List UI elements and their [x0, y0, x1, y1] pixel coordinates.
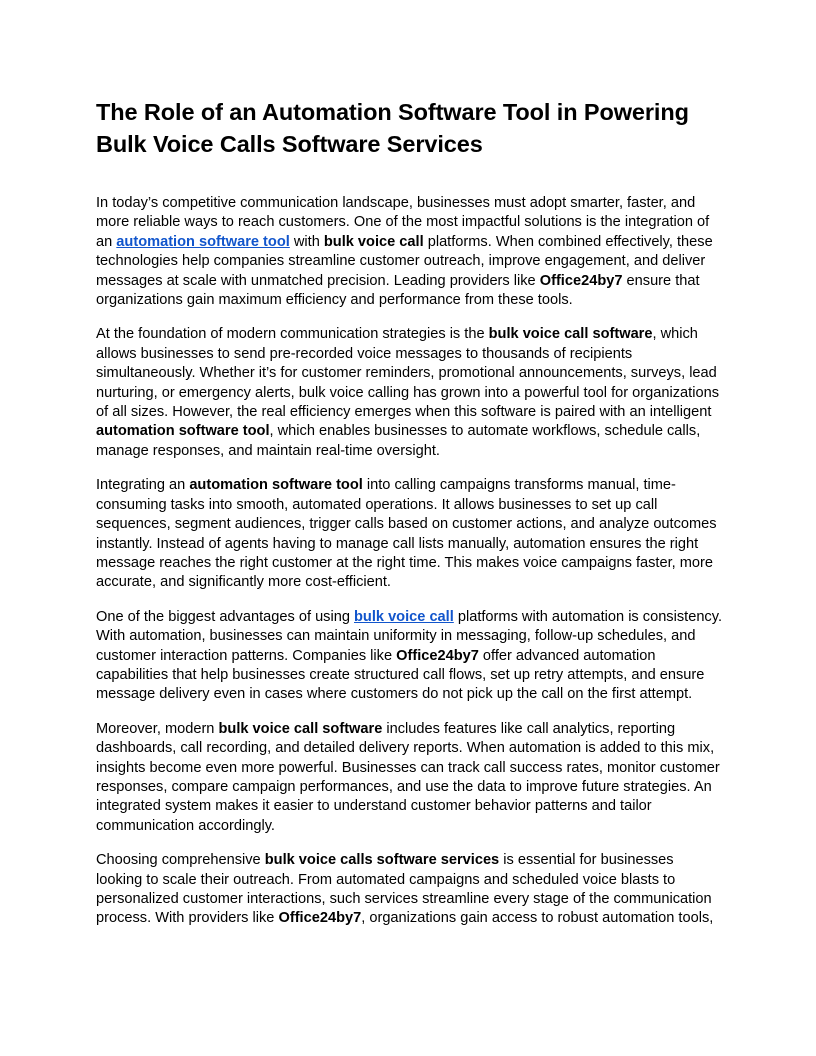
text-span: , organizations gain access to robust automation tools,: [361, 910, 714, 927]
bold-text: bulk voice call software: [218, 720, 383, 737]
paragraph-consistency: [96, 608, 722, 705]
text-span: with: [289, 233, 324, 250]
bold-text: bulk voice calls software services: [264, 852, 500, 869]
document-page: [96, 96, 722, 944]
page-title: The Role of an Automation Software Tool in Powering Bulk Voice Calls Software Services: [96, 99, 689, 157]
text-span: into calling campaigns transforms manual, time-consuming tasks into smooth, automated operations. It allows businesses to set up call sequences, segment audiences, trigger calls based on customer actions, and analyze outcomes instantly. Instead of agents having to manage call lists manually, automation ensures the right message reaches the right customer at the right time. This makes voice campaigns faster, more accurate, and significantly more cost-efficient.: [96, 477, 717, 591]
bold-text: Office24by7: [396, 647, 479, 664]
text-span: Choosing comprehensive: [96, 852, 265, 869]
text-span: One of the biggest advantages of using: [96, 608, 355, 625]
bulk-voice-call-link[interactable]: bulk voice call: [354, 608, 454, 625]
text-span: In today’s competitive communication landscape, businesses must adopt smarter, faster, and more reliable ways to reach customers. One of the most impactful solutions is the integration of an: [96, 195, 710, 250]
bold-text: automation software tool: [189, 477, 363, 494]
bold-text: bulk voice call software: [488, 326, 653, 343]
paragraph-services: [96, 851, 722, 929]
bold-text: bulk voice call: [323, 233, 424, 250]
text-span: platforms with automation is consistency. With automation, businesses can maintain uniformity in messaging, follow-up schedules, and customer interaction patterns. Companies like: [96, 608, 722, 664]
paragraph-intro: [96, 194, 722, 310]
text-span: , which enables businesses to automate workflows, schedule calls, manage responses, and maintain real-time oversight.: [96, 423, 701, 459]
text-span: Integrating an: [96, 477, 190, 494]
bold-text: automation software tool: [96, 423, 270, 440]
bold-text: Office24by7: [539, 272, 623, 289]
paragraph-foundation: [96, 325, 722, 461]
text-span: Moreover, modern: [96, 720, 219, 737]
paragraph-analytics: [96, 720, 722, 836]
text-span: includes features like call analytics, reporting dashboards, call recording, and detailed delivery reports. When automation is added to this mix, insights become even more powerful. Businesses can track call success rates, monitor customer responses, compare campaign performances, and use the data to improve future strategies. An integrated system makes it easier to understand customer behavior patterns and tailor communication accordingly.: [96, 720, 720, 834]
text-span: ensure that organizations gain maximum efficiency and performance from these tools.: [96, 272, 700, 309]
text-span: is essential for businesses looking to scale their outreach. From automated campaigns and scheduled voice blasts to personalized customer interactions, such services streamline every stage of the communication process. With providers like: [96, 852, 712, 927]
text-span: , which allows businesses to send pre-recorded voice messages to thousands of recipients simultaneously. Whether it’s for customer reminders, promotional announcements, surveys, lead nurturing, or emergency alerts, bulk voice calling has grown into a powerful tool for organizations of all sizes. However, the real efficiency emerges when this software is paired with an intelligent: [96, 326, 719, 421]
bold-text: Office24by7: [278, 910, 362, 927]
text-span: At the foundation of modern communication strategies is the: [96, 326, 489, 343]
text-span: offer advanced automation capabilities that help businesses create structured call flows, set up retry attempts, and ensure message delivery even in cases where customers do not pick up the call on the first attempt.: [96, 647, 705, 703]
text-span: platforms. When combined effectively, these technologies help companies streamline customer outreach, improve engagement, and deliver messages at scale with unmatched precision. Leading providers like: [96, 233, 713, 289]
automation-software-tool-link[interactable]: automation software tool: [116, 233, 290, 250]
paragraph-integrating: [96, 476, 722, 592]
